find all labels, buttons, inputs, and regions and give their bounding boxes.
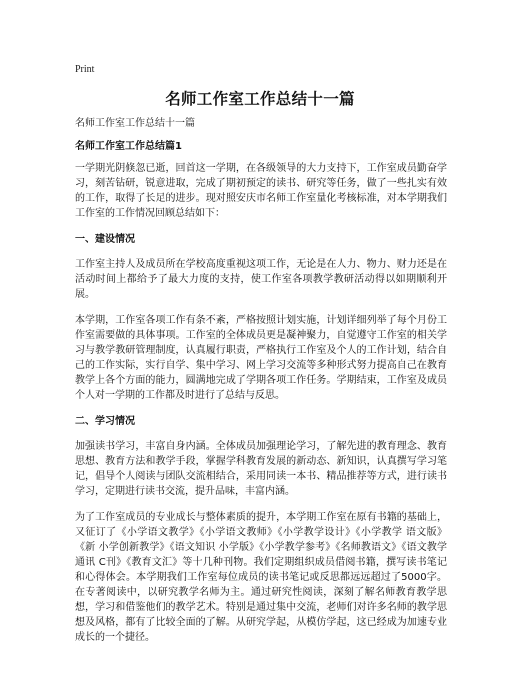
part-heading: 名师工作室工作总结篇1 [75, 141, 182, 152]
document-subtitle: 名师工作室工作总结十一篇 [75, 118, 195, 129]
section-heading-construction: 一、建设情况 [75, 234, 135, 245]
intro-paragraph: 一学期光阴倏忽已逝，回首这一学期，在各级领导的大力支持下，工作室成员勤奋学习，刻苦钻研，锐意进取，完成了期初预定的读书、研究等任务，做了一些扎实有效的工作，取得了长足的进步。现对照安庆市名师工作室量化考核标准，对本学期我们工作室的工作情况回顾总结如下： [75, 163, 447, 219]
construction-paragraph-2: 本学期，工作室各项工作有条不紊，严格按照计划实施，计划详细列举了每个月份工作室需要做的具体事项。工作室的全体成员更是凝神聚力，自觉遵守工作室的相关学习与教学教研管理制度，认真履行职责，严格执行工作室及个人的工作计划，结合自己的工作实际，实行自学、集中学习、网上学习交流等多种形式努力提高自己在教育教学上各个方面的能力，圆满地完成了学期各项工作任务。学期结束，工作室及成员个人对一学期的工作都及时进行了总结与反思。 [75, 315, 447, 401]
document-title: 名师工作室工作总结十一篇 [165, 90, 355, 108]
print-link[interactable]: Print [75, 64, 95, 75]
study-paragraph-2: 为了工作室成员的专业成长与整体素质的提升，本学期工作室在原有书籍的基础上，又征订了《小学语文教学》《小学语文教师》《小学教学设计》《小学教学 语文版》《新 小学创新教学》《语文知识 小学版》《小学教学参考》《名师教语文》《语文教学通讯 C刊》《教育文汇》等十几种刊物。我们定期组织成员借阅书籍，撰写读书笔记和心得体会。本学期我们工作室每位成员的读书笔记或反思都远远超过了5000字。在专著阅读中，以研究教学名师为主。通过研究性阅读，深刻了解名师教育教学思想，学习和借鉴他们的教学艺术。特别是通过集中交流，老师们对许多名师的教学思想及风格，都有了比较全面的了解。从研究学起，从模仿学起，这已经成为加速专业成长的一个捷径。 [75, 512, 447, 643]
section-heading-study: 二、学习情况 [75, 416, 135, 427]
construction-paragraph-1: 工作室主持人及成员所在学校高度重视这项工作，无论是在人力、物力、财力还是在活动时间上都给予了最大力度的支持，使工作室各项教学教研活动得以如期顺利开展。 [75, 259, 447, 300]
document-body [75, 116, 447, 656]
study-paragraph-1: 加强读书学习，丰富自身内涵。全体成员加强理论学习，了解先进的教育理念、教育思想、教育方法和教学手段，掌握学科教育发展的新动态、新知识，认真撰写学习笔记，倡导个人阅读与团队交流相结合，采用同读一本书、精品推荐等方式，进行读书学习，定期进行读书交流，提升品味，丰富内涵。 [75, 441, 447, 497]
